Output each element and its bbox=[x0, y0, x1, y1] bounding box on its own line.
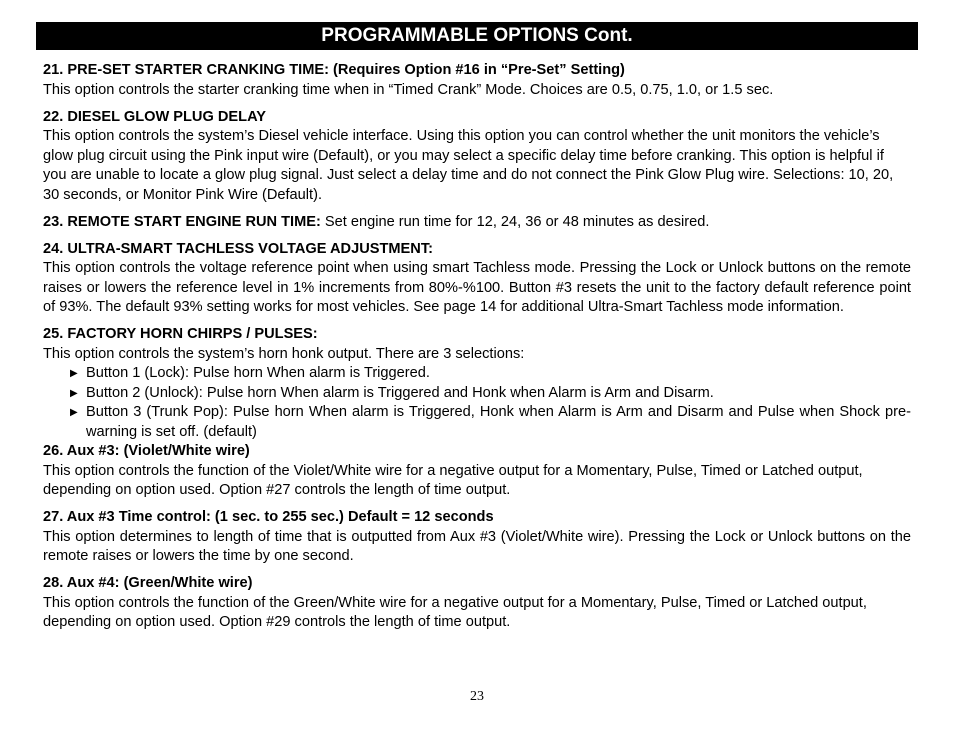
list-item bbox=[43, 364, 911, 384]
option-21-heading: 21. PRE-SET STARTER CRANKING TIME: (Requires Option #16 in “Pre-Set” Setting) bbox=[43, 62, 625, 78]
option-21 bbox=[43, 61, 911, 100]
list-item-text: Button 1 (Lock): Pulse horn When alarm is Triggered. bbox=[86, 365, 430, 381]
list-item-text: Button 3 (Trunk Pop): Pulse horn When alarm is Triggered, Honk when Alarm is Arm and Disarm and Pulse when Shock pre-warning is set off. (default) bbox=[86, 404, 911, 440]
page-number: 23 bbox=[470, 689, 484, 704]
option-28 bbox=[43, 574, 911, 633]
option-26 bbox=[43, 442, 911, 501]
triangle-bullet-icon: ▶ bbox=[70, 407, 78, 418]
option-25 bbox=[43, 325, 911, 442]
triangle-bullet-icon: ▶ bbox=[70, 368, 78, 379]
option-27-body: This option determines to length of time that is outputted from Aux #3 (Violet/White wire). Pressing the Lock or Unlock buttons on the remote raises or lowers the time by one second. bbox=[43, 528, 911, 564]
list-item-text: Button 2 (Unlock): Pulse horn When alarm is Triggered and Honk when Alarm is Arm and Disarm. bbox=[86, 384, 714, 401]
option-28-heading: 28. Aux #4: (Green/White wire) bbox=[43, 575, 253, 591]
option-27 bbox=[43, 508, 911, 567]
option-24 bbox=[43, 240, 911, 318]
options-content bbox=[43, 61, 911, 640]
banner-title: PROGRAMMABLE OPTIONS Cont. bbox=[321, 25, 633, 46]
section-banner bbox=[36, 22, 918, 50]
option-24-heading: 24. ULTRA-SMART TACHLESS VOLTAGE ADJUSTMENT: bbox=[43, 240, 433, 257]
option-28-body: This option controls the function of the Green/White wire for a negative output for a Momentary, Pulse, Timed or Latched output, depending on option used. Option #29 controls the length of time output. bbox=[43, 594, 867, 630]
option-23-body: Set engine run time for 12, 24, 36 or 48 minutes as desired. bbox=[320, 213, 710, 230]
option-23 bbox=[43, 213, 911, 233]
option-26-heading: 26. Aux #3: (Violet/White wire) bbox=[43, 443, 250, 459]
option-23-heading: 23. REMOTE START ENGINE RUN TIME: bbox=[43, 213, 321, 230]
option-22 bbox=[43, 108, 911, 206]
triangle-bullet-icon: ▶ bbox=[70, 387, 78, 399]
option-22-body: This option controls the system’s Diesel vehicle interface. Using this option you can control whether the unit monitors the vehicle’s glow plug circuit using the Pink input wire (Default), or you may select a specific delay time before cranking. This option is helpful if you are unable to locate a glow plug signal. Just select a delay time and do not connect the Pink Glow Plug wire. Selections: 10, 20, 30 seconds, or Monitor Pink Wire (Default). bbox=[43, 128, 894, 203]
horn-selection-list bbox=[43, 364, 911, 442]
option-24-body: This option controls the voltage reference point when using smart Tachless mode. Pressing the Lock or Unlock buttons on the remote raises or lowers the reference level in 1% increments from 80%-%100. Button #3 resets the unit to the factory default reference point of 93%. The default 93% setting works for most vehicles. See page 14 for additional Ultra-Smart Tachless mode information. bbox=[43, 260, 911, 315]
option-27-heading: 27. Aux #3 Time control: (1 sec. to 255 sec.) Default = 12 seconds bbox=[43, 509, 494, 525]
list-item bbox=[43, 384, 911, 404]
option-22-heading: 22. DIESEL GLOW PLUG DELAY bbox=[43, 108, 267, 125]
option-26-body: This option controls the function of the Violet/White wire for a negative output for a Momentary, Pulse, Timed or Latched output, depending on option used. Option #27 controls the length of time output. bbox=[43, 462, 863, 498]
option-25-heading: 25. FACTORY HORN CHIRPS / PULSES: bbox=[43, 326, 318, 342]
option-21-body: This option controls the starter cranking time when in “Timed Crank” Mode. Choices are 0.5, 0.75, 1.0, or 1.5 sec. bbox=[43, 81, 774, 98]
list-item bbox=[43, 403, 911, 442]
option-25-body: This option controls the system’s horn honk output. There are 3 selections: bbox=[43, 345, 525, 362]
